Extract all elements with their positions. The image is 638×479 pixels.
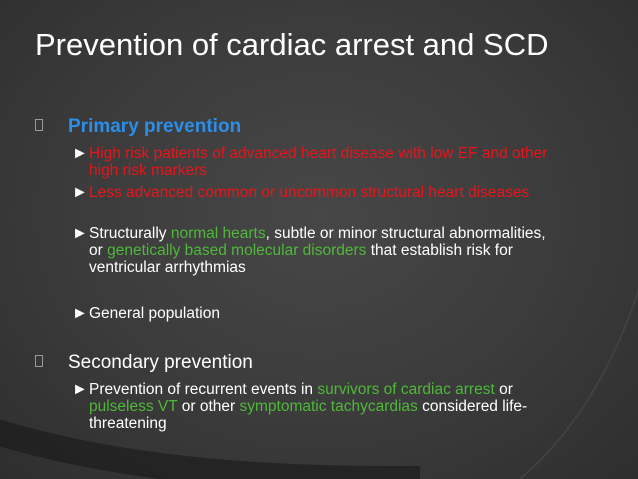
primary-bullet-4 (72, 305, 552, 322)
rectangle-bullet-icon (35, 355, 43, 367)
secondary-bullet-part-3: or other (177, 398, 240, 415)
primary-bullet-3-part-1: Structurally (89, 225, 171, 242)
triangle-bullet-icon: ► (72, 225, 88, 242)
genetic-disorders-highlight: genetically based molecular disorders (107, 242, 367, 259)
primary-bullet-3-part-3: that establish risk for ventricular arrhythmias (89, 242, 513, 276)
primary-bullet-2 (72, 184, 552, 201)
secondary-bullet-part-1: Prevention of recurrent events in (89, 381, 318, 398)
primary-bullet-4-text: General population (89, 305, 220, 322)
survivors-highlight: survivors of cardiac arrest (317, 381, 495, 398)
primary-bullet-3-part-2: , subtle or minor structural abnormalities, or (89, 225, 546, 259)
primary-prevention-heading: Primary prevention (68, 116, 242, 137)
symptomatic-tachycardias-highlight: symptomatic tachycardias (239, 398, 418, 415)
triangle-bullet-icon: ► (72, 184, 88, 201)
triangle-bullet-icon: ► (72, 305, 88, 322)
primary-bullet-2-text: Less advanced common or uncommon structural heart diseases (89, 184, 530, 201)
slide-title: Prevention of cardiac arrest and SCD (35, 27, 549, 62)
pulseless-vt-highlight: pulseless VT (89, 398, 178, 415)
primary-bullet-1 (72, 145, 552, 179)
primary-bullet-1-text: High risk patients of advanced heart disease with low EF and other high risk markers (89, 145, 548, 179)
triangle-bullet-icon: ► (72, 381, 88, 398)
secondary-prevention-heading: Secondary prevention (68, 352, 253, 373)
secondary-bullet-part-4: considered life-threatening (89, 398, 528, 432)
triangle-bullet-icon: ► (72, 145, 88, 162)
secondary-bullet-part-2: or (494, 381, 513, 398)
secondary-bullet-1-text (89, 381, 552, 432)
primary-bullet-3 (72, 225, 552, 276)
secondary-bullet-1 (72, 381, 552, 432)
rectangle-bullet-icon (35, 119, 43, 131)
normal-hearts-highlight: normal hearts (170, 225, 266, 242)
primary-bullet-3-text (89, 225, 552, 276)
